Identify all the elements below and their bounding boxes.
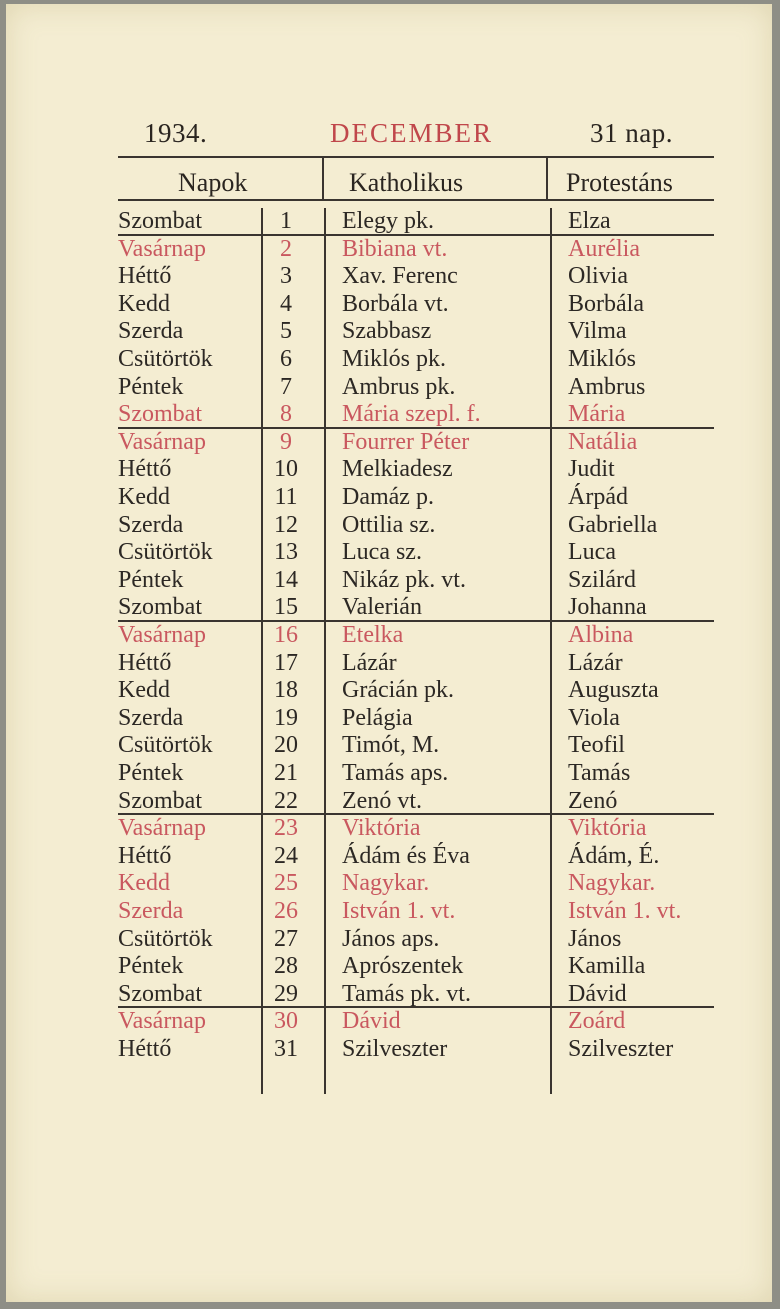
table-row (6, 843, 772, 870)
table-row (6, 705, 772, 732)
day-number: 25 (274, 870, 298, 897)
protestant-nameday: Johanna (568, 594, 647, 621)
table-row (6, 318, 772, 345)
day-name: Csütörtök (118, 539, 213, 566)
day-number: 27 (274, 925, 298, 952)
catholic-nameday: Pelágia (342, 704, 413, 731)
table-row (6, 484, 772, 511)
table-row (6, 953, 772, 980)
day-name: Héttő (118, 842, 172, 869)
day-number: 12 (274, 511, 298, 538)
table-row (6, 401, 772, 428)
catholic-nameday: Viktória (342, 815, 421, 842)
catholic-nameday: Grácián pk. (342, 677, 454, 704)
protestant-nameday: Ambrus (568, 373, 646, 400)
table-row (6, 263, 772, 290)
header-divider (322, 156, 324, 200)
day-number: 19 (274, 704, 298, 731)
table-row (6, 898, 772, 925)
protestant-nameday: Elza (568, 208, 611, 234)
day-name: Péntek (118, 953, 184, 980)
day-name: Péntek (118, 760, 184, 786)
day-name: Vasárnap (118, 815, 206, 842)
day-number: 22 (274, 787, 298, 814)
day-number: 17 (274, 649, 298, 676)
day-name: Kedd (118, 677, 170, 704)
day-number: 5 (280, 318, 292, 345)
table-row (6, 567, 772, 594)
day-name: Vasárnap (118, 428, 206, 455)
protestant-nameday: Dávid (568, 980, 627, 1007)
day-number: 21 (274, 760, 298, 786)
catholic-nameday: Tamás pk. vt. (342, 980, 471, 1007)
protestant-nameday: Szilveszter (568, 1036, 674, 1062)
day-name: Szombat (118, 787, 202, 814)
catholic-nameday: Timót, M. (342, 732, 440, 759)
catholic-nameday: Zenó vt. (342, 787, 422, 814)
catholic-nameday: Luca sz. (342, 539, 422, 566)
day-number: 16 (274, 622, 298, 648)
catholic-nameday: István 1. vt. (342, 898, 456, 924)
day-number: 29 (274, 980, 298, 1007)
day-name: Héttő (118, 263, 172, 290)
table-row (6, 208, 772, 235)
week-separator (118, 1006, 714, 1008)
day-number: 13 (274, 539, 298, 566)
catholic-nameday: Borbála vt. (342, 290, 449, 317)
table-row (6, 1036, 772, 1063)
day-number: 10 (274, 456, 298, 483)
table-row (6, 594, 772, 621)
day-name: Péntek (118, 373, 184, 400)
day-number: 26 (274, 898, 298, 924)
protestant-nameday: Luca (568, 539, 616, 566)
protestant-nameday: Ádám, É. (568, 842, 660, 869)
table-row (6, 981, 772, 1008)
month-title: DECEMBER (330, 118, 494, 148)
day-name: Szombat (118, 401, 202, 428)
catholic-nameday: Szabbasz (342, 318, 432, 345)
protestant-nameday: Lázár (568, 649, 623, 676)
catholic-nameday: Xav. Ferenc (342, 263, 458, 290)
week-separator (118, 620, 714, 622)
table-row (6, 429, 772, 456)
catholic-nameday: Szilveszter (342, 1036, 448, 1062)
day-name: Vasárnap (118, 235, 206, 262)
day-name: Szerda (118, 511, 184, 538)
day-name: Csütörtök (118, 925, 213, 952)
protestant-nameday: Zoárd (568, 1008, 626, 1035)
catholic-nameday: Ottilia sz. (342, 511, 436, 538)
protestant-nameday: Olivia (568, 263, 628, 290)
protestant-nameday: Auguszta (568, 677, 659, 704)
table-row (6, 650, 772, 677)
day-name: Héttő (118, 456, 172, 483)
column-header-catholic: Katholikus (349, 168, 464, 197)
protestant-nameday: Judit (568, 456, 615, 483)
catholic-nameday: Elegy pk. (342, 208, 434, 234)
day-number: 18 (274, 677, 298, 704)
catholic-nameday: Ambrus pk. (342, 373, 456, 400)
catholic-nameday: Miklós pk. (342, 346, 447, 372)
day-number: 28 (274, 953, 298, 980)
day-name: Péntek (118, 566, 184, 593)
catholic-nameday: Damáz p. (342, 484, 434, 510)
table-row (6, 539, 772, 566)
protestant-nameday: Árpád (568, 484, 628, 510)
catholic-nameday: Etelka (342, 622, 404, 648)
catholic-nameday: Bibiana vt. (342, 235, 448, 262)
catholic-nameday: János aps. (342, 925, 440, 952)
day-name: Csütörtök (118, 732, 213, 759)
year-label: 1934. (144, 118, 208, 148)
catholic-nameday: Tamás aps. (342, 760, 449, 786)
day-number: 30 (274, 1008, 298, 1035)
catholic-nameday: Mária szepl. f. (342, 401, 481, 428)
day-name: Szombat (118, 980, 202, 1007)
protestant-nameday: Gabriella (568, 511, 658, 538)
day-name: Vasárnap (118, 1008, 206, 1035)
table-row (6, 870, 772, 897)
day-name: Héttő (118, 1036, 172, 1062)
day-name: Szerda (118, 318, 184, 345)
day-number: 4 (280, 290, 292, 317)
table-row (6, 374, 772, 401)
catholic-nameday: Nikáz pk. vt. (342, 566, 466, 593)
catholic-nameday: Nagykar. (342, 870, 430, 897)
protestant-nameday: István 1. vt. (568, 898, 682, 924)
protestant-nameday: Natália (568, 428, 638, 455)
catholic-nameday: Fourrer Péter (342, 428, 470, 455)
table-row (6, 512, 772, 539)
protestant-nameday: Kamilla (568, 953, 646, 980)
day-number: 20 (274, 732, 298, 759)
day-number: 23 (274, 815, 298, 842)
day-number: 6 (280, 346, 292, 372)
table-row (6, 788, 772, 815)
day-name: Szerda (118, 898, 184, 924)
column-header-days: Napok (178, 168, 248, 197)
day-name: Kedd (118, 484, 170, 510)
day-number: 9 (280, 428, 292, 455)
day-number: 1 (280, 208, 292, 234)
column-header-protestant: Protestáns (566, 168, 673, 197)
catholic-nameday: Valerián (342, 594, 422, 621)
day-number: 11 (274, 484, 298, 510)
week-separator (118, 813, 714, 815)
calendar-page (6, 4, 772, 1302)
table-row (6, 677, 772, 704)
day-number: 31 (274, 1036, 298, 1062)
catholic-nameday: Melkiadesz (342, 456, 453, 483)
day-name: Szombat (118, 594, 202, 621)
catholic-nameday: Dávid (342, 1008, 401, 1035)
protestant-nameday: Zenó (568, 787, 618, 814)
table-row (6, 291, 772, 318)
protestant-nameday: Teofil (568, 732, 625, 759)
header-rule (118, 199, 714, 201)
day-number: 7 (280, 373, 292, 400)
protestant-nameday: Tamás (568, 760, 631, 786)
day-number: 8 (280, 401, 292, 428)
day-name: Vasárnap (118, 622, 206, 648)
protestant-nameday: Miklós (568, 346, 637, 372)
protestant-nameday: Aurélia (568, 235, 640, 262)
day-name: Szerda (118, 704, 184, 731)
week-separator (118, 234, 714, 236)
protestant-nameday: Borbála (568, 290, 644, 317)
day-number: 14 (274, 566, 298, 593)
table-row (6, 456, 772, 483)
day-number: 24 (274, 842, 298, 869)
day-name: Csütörtök (118, 346, 213, 372)
day-number: 3 (280, 263, 292, 290)
day-name: Héttő (118, 649, 172, 676)
top-rule (118, 156, 714, 158)
day-name: Kedd (118, 870, 170, 897)
protestant-nameday: Szilárd (568, 566, 636, 593)
table-row (6, 926, 772, 953)
day-number: 15 (274, 594, 298, 621)
table-row (6, 236, 772, 263)
table-row (6, 815, 772, 842)
protestant-nameday: Albina (568, 622, 634, 648)
protestant-nameday: Viktória (568, 815, 647, 842)
protestant-nameday: Viola (568, 704, 620, 731)
table-row (6, 1008, 772, 1035)
table-row (6, 760, 772, 787)
protestant-nameday: Nagykar. (568, 870, 656, 897)
protestant-nameday: Vilma (568, 318, 627, 345)
table-row (6, 732, 772, 759)
day-name: Kedd (118, 290, 170, 317)
catholic-nameday: Ádám és Éva (342, 842, 470, 869)
header-divider (546, 156, 548, 200)
protestant-nameday: János (568, 925, 622, 952)
days-count: 31 nap. (590, 118, 673, 148)
day-number: 2 (280, 235, 292, 262)
catholic-nameday: Lázár (342, 649, 397, 676)
week-separator (118, 427, 714, 429)
table-row (6, 622, 772, 649)
protestant-nameday: Mária (568, 401, 626, 428)
table-row (6, 346, 772, 373)
catholic-nameday: Aprószentek (342, 953, 464, 980)
day-name: Szombat (118, 208, 202, 234)
